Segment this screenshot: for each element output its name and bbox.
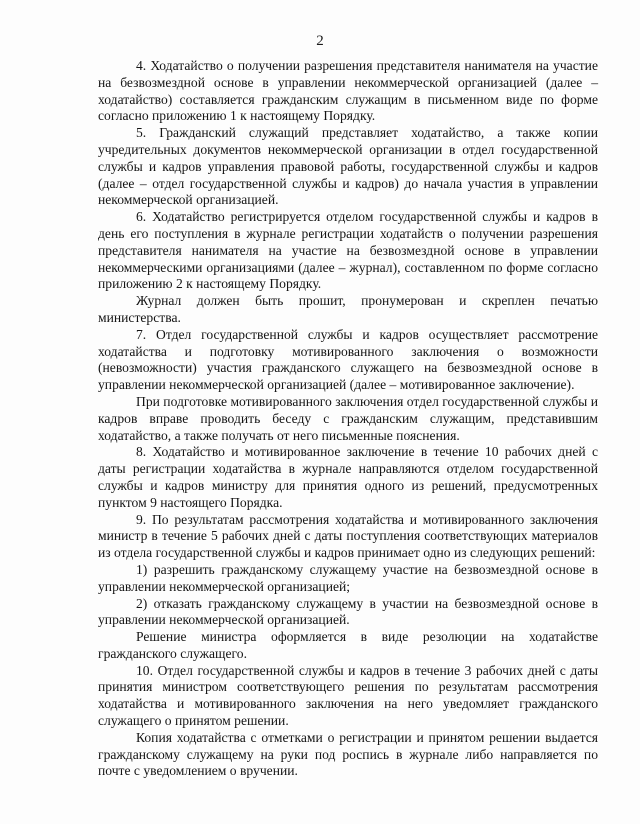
paragraph-10-copy: Копия ходатайства с отметками о регистрации и принятом решении выдается гражданскому служащему на руки под роспись в журнале либо направляется по почте с уведомлением о вручении. bbox=[98, 729, 598, 779]
paragraph-5: 5. Гражданский служащий представляет ходатайство, а также копии учредительных документов некоммерческой организации в отдел государственной службы и кадров управления правовой работы, государственной службы и кадров (далее – отдел государственной службы и кадров) до начала участия в управлении некоммерческой организацией. bbox=[98, 125, 598, 208]
paragraph-8: 8. Ходатайство и мотивированное заключение в течение 10 рабочих дней с даты регистрации ходатайства в журнале направляются отделом государственной службы и кадров министру для принятия одного из решений, предусмотренных пунктом 9 настоящего Порядка. bbox=[98, 444, 598, 510]
paragraph-7: 7. Отдел государственной службы и кадров осуществляет рассмотрение ходатайства и подготовку мотивированного заключения о возможности (невозможности) участия гражданского служащего на безвозмездной основе в управлении некоммерческой организацией (далее – мотивированное заключение). bbox=[98, 326, 598, 393]
page-number: 2 bbox=[316, 33, 324, 49]
document-body bbox=[98, 58, 598, 780]
paragraph-6: 6. Ходатайство регистрируется отделом государственной службы и кадров в день его поступления в журнале регистрации ходатайств о получении разрешения представителя нанимателя на участие на безвозмездной основе в управлении некоммерческими организациями (далее – журнал), составленном по форме согласно приложению 2 к настоящему Порядку. bbox=[98, 209, 598, 292]
paragraph-9-option-1: 1) разрешить гражданскому служащему участие на безвозмездной основе в управлении некоммерческой организацией; bbox=[98, 561, 598, 594]
paragraph-9: 9. По результатам рассмотрения ходатайства и мотивированного заключения министр в течение 5 рабочих дней с даты поступления соответствующих материалов из отдела государственной службы и кадров принимает одно из следующих решений: bbox=[98, 511, 598, 561]
paragraph-6-journal: Журнал должен быть прошит, пронумерован и скреплен печатью министерства. bbox=[98, 293, 598, 325]
paragraph-7-interview: При подготовке мотивированного заключения отдел государственной службы и кадров вправе проводить беседу с гражданским служащим, представившим ходатайство, а также получать от него письменные пояснения. bbox=[98, 393, 598, 443]
paragraph-9-option-2: 2) отказать гражданскому служащему в участии на безвозмездной основе в управлении некоммерческой организацией. bbox=[98, 595, 598, 628]
paragraph-10: 10. Отдел государственной службы и кадров в течение 3 рабочих дней с даты принятия министром соответствующего решения по результатам рассмотрения ходатайства и мотивированного заключения на него уведомляет гражданского служащего о принятом решении. bbox=[98, 662, 598, 729]
paragraph-4: 4. Ходатайство о получении разрешения представителя нанимателя на участие на безвозмездной основе в управлении некоммерческой организацией (далее – ходатайство) составляется гражданским служащим в письменном виде по форме согласно приложению 1 к настоящему Порядку. bbox=[98, 58, 598, 124]
paragraph-9-resolution: Решение министра оформляется в виде резолюции на ходатайстве гражданского служащего. bbox=[98, 629, 598, 661]
